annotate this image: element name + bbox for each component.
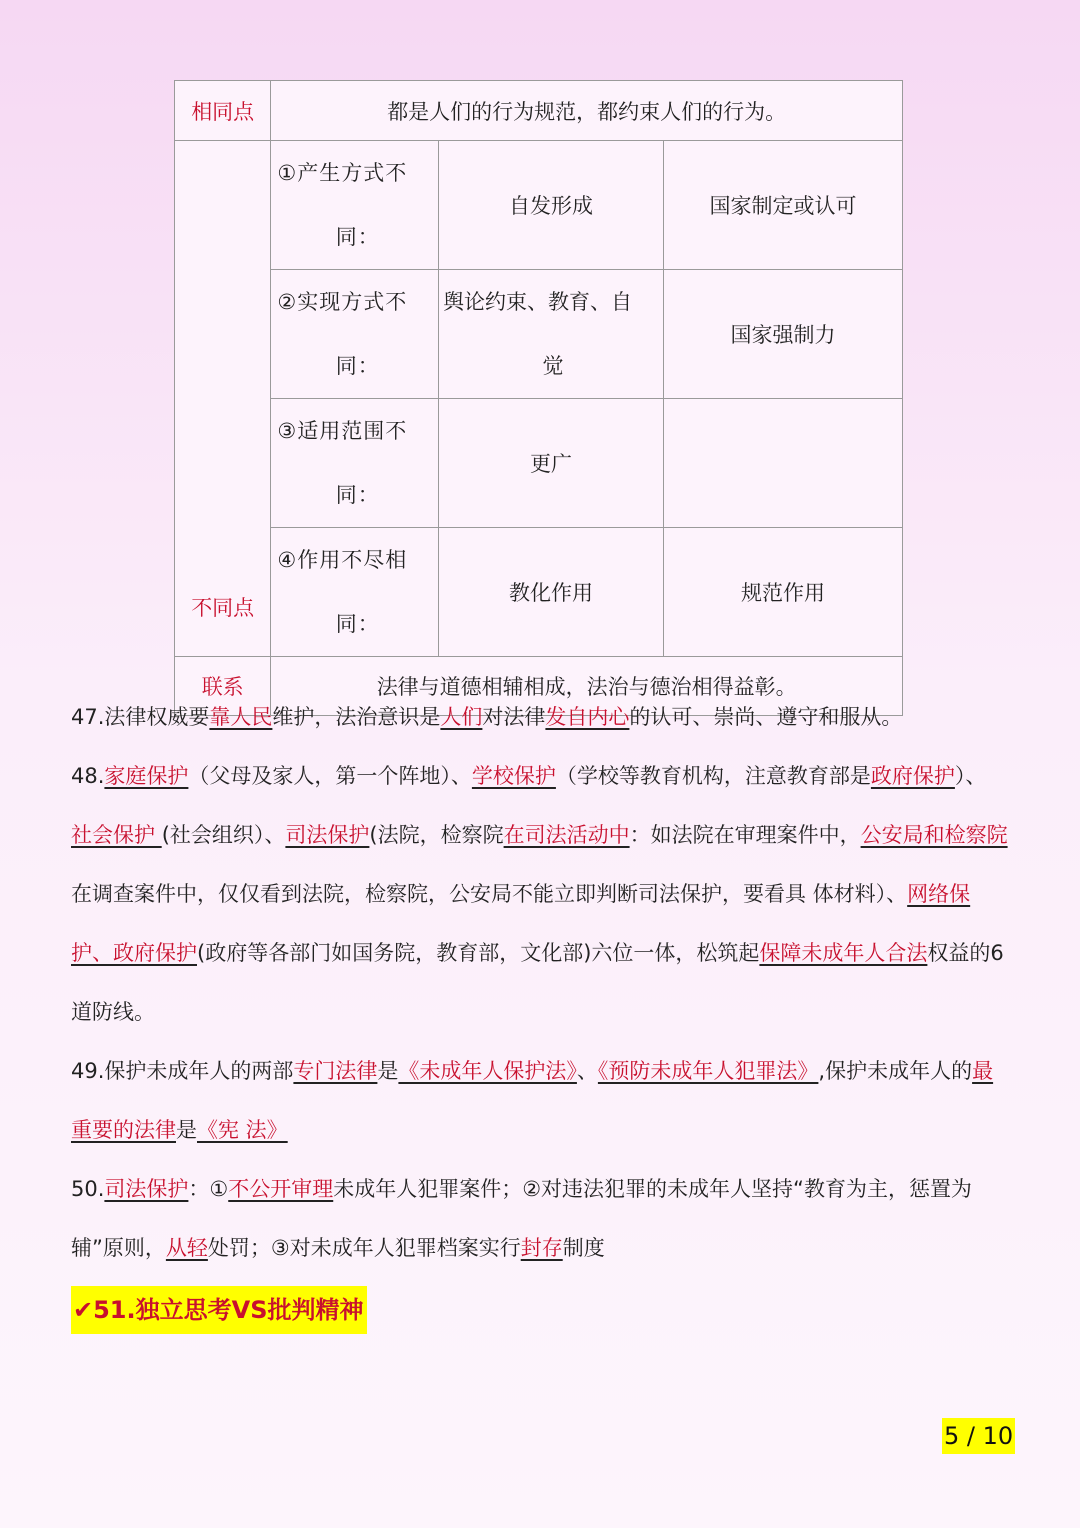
- page-indicator: 5 / 10: [942, 1418, 1015, 1454]
- link-text: 法律与道德相辅相成，法治与德治相得益彰。: [271, 657, 903, 716]
- diff-item: ③适用范围不 同：: [271, 399, 439, 528]
- moral-cell: 自发形成: [439, 141, 664, 270]
- table-row: [175, 270, 903, 399]
- law-cell: [663, 399, 902, 528]
- table-row: [175, 141, 903, 270]
- table-row-same: [175, 81, 903, 141]
- paragraph-50: 50.司法保护：①不公开审理未成年人犯罪案件；②对违法犯罪的未成年人坚持“教育为主，惩置为辅”原则，从轻处罚；③对未成年人犯罪档案实行封存制度: [71, 1177, 972, 1260]
- comparison-table: [174, 80, 903, 716]
- diff-item: ②实现方式不 同：: [271, 270, 439, 399]
- paragraph-48: 48.家庭保护（父母及家人，第一个阵地）、学校保护（学校等教育机构，注意教育部是政府保护）、 社会保护 (社会组织）、司法保护(法院，检察院在司法活动中：如法院在审理案件中，公安局和检察院在调查案件中，仅仅看到法院，检察院，公安局不能立即判断司法保护，要看具 体材料）、网络保护、政府保护(政府等各部门如国务院，教育部，文化部)六位一体，松筑起保障未成年人合法权益的6道防线。: [71, 764, 1008, 1024]
- paragraph-49: 49.保护未成年人的两部专门法律是《未成年人保护法》、《预防未成年人犯罪法》,保护未成年人的最重要的法律是《宪 法》: [71, 1059, 994, 1142]
- paragraph-47: 47.法律权威要靠人民维护，法治意识是人们对法律发自内心的认可、崇尚、遵守和服从。: [71, 705, 903, 729]
- table-row: [175, 528, 903, 657]
- diff-label: 不同点: [175, 141, 271, 657]
- section-heading-51: ✔51.独立思考VS批判精神: [71, 1286, 367, 1334]
- moral-cell: 舆论约束、教育、自 觉: [439, 270, 664, 399]
- same-text: 都是人们的行为规范，都约束人们的行为。: [271, 81, 903, 141]
- moral-cell: 更广: [439, 399, 664, 528]
- diff-item: ④作用不尽相 同：: [271, 528, 439, 657]
- table-row: [175, 399, 903, 528]
- law-cell: 国家强制力: [663, 270, 902, 399]
- moral-cell: 教化作用: [439, 528, 664, 657]
- law-cell: 规范作用: [663, 528, 902, 657]
- diff-item: ①产生方式不 同：: [271, 141, 439, 270]
- same-label: 相同点: [175, 81, 271, 141]
- link-label: 联系: [175, 657, 271, 716]
- law-cell: 国家制定或认可: [663, 141, 902, 270]
